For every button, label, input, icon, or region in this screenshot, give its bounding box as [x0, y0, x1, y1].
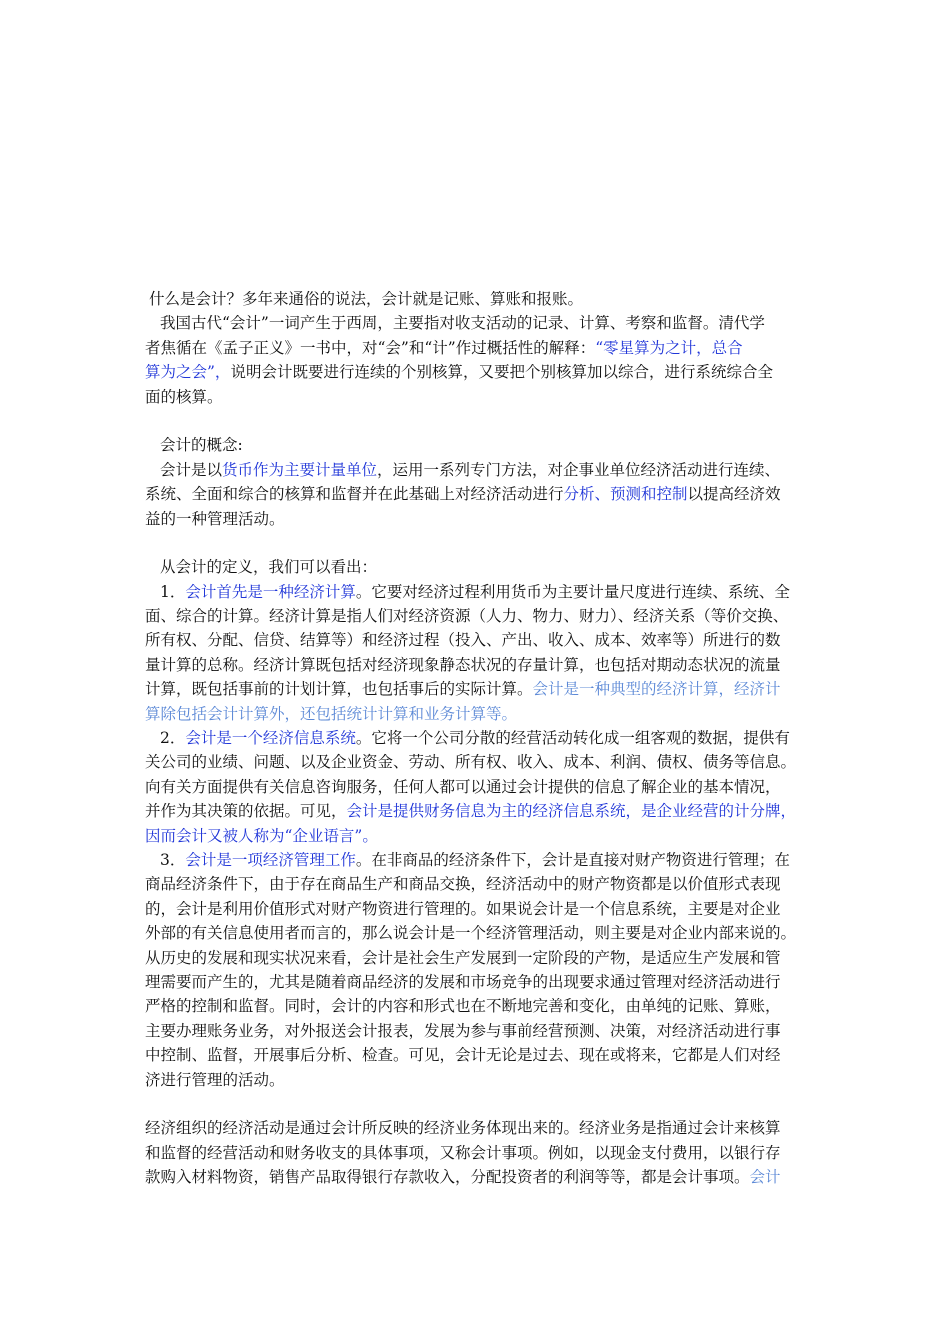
- intro-section: [145, 287, 815, 1189]
- definition-point-3: 3．会计是一项经济管理工作。在非商品的经济条件下，会计是直接对财产物资进行管理；在: [160, 850, 790, 869]
- definition-line: 所有权、分配、信贷、结算等）和经济过程（投入、产出、收入、成本、效率等）所进行的数: [145, 631, 781, 650]
- definition-line: 的，会计是利用价值形式对财产物资进行管理的。如果说会计是一个信息系统，主要是对企业: [145, 899, 781, 918]
- definition-line: 向有关方面提供有关信息咨询服务，任何人都可以通过会计提供的信息了解企业的基本情况，: [145, 777, 781, 796]
- definition-line: 从历史的发展和现实状况来看，会计是社会生产发展到一定阶段的产物，是适应生产发展和管: [145, 948, 781, 967]
- concept-line: 系统、全面和综合的核算和监督并在此基础上对经济活动进行分析、预测和控制以提高经济效: [145, 485, 781, 504]
- point-title: 会计是一个经济信息系统: [185, 729, 356, 748]
- definition-highlight: 会计是提供财务信息为主的经济信息系统，是企业经营的计分牌，: [346, 802, 797, 821]
- definition-line: 计算，既包括事前的计划计算，也包括事后的实际计算。会计是一种典型的经济计算，经济计: [145, 680, 781, 699]
- definition-highlight: 算除包括会计计算外，还包括统计计算和业务计算等。: [145, 704, 518, 723]
- intro-paragraph-line: 我国古代“会计”一词产生于西周，主要指对收支活动的记录、计算、考察和监督。清代学: [160, 314, 765, 333]
- definition-highlight: 会计是一种典型的经济计算，经济计: [532, 680, 781, 699]
- concept-highlight: 货币作为主要计量单位: [222, 460, 378, 479]
- definition-line: 面、综合的计算。经济计算是指人们对经济资源（人力、物力、财力）、经济关系（等价交换、: [145, 607, 789, 626]
- definition-intro: 从会计的定义，我们可以看出：: [160, 558, 378, 577]
- business-highlight: 会计: [749, 1168, 781, 1187]
- definition-line: 商品经济条件下，由于存在商品生产和商品交换，经济活动中的财产物资都是以价值形式表现: [145, 875, 781, 894]
- intro-question: 什么是会计？多年来通俗的说法，会计就是记账、算账和报账。: [149, 290, 584, 308]
- definition-line: 严格的控制和监督。同时，会计的内容和形式也在不断地完善和变化，由单纯的记账、算账，: [145, 997, 781, 1016]
- definition-line: 外部的有关信息使用者而言的，那么说会计是一个经济管理活动，则主要是对企业内部来说的。: [145, 924, 797, 943]
- intro-paragraph-line: 者焦循在《孟子正义》一书中，对“会”和“计”作过概括性的解释：“零星算为之计，总合: [145, 338, 743, 357]
- definition-point-1: 1．会计首先是一种经济计算。它要对经济过程利用货币为主要计量尺度进行连续、系统、全: [160, 582, 790, 601]
- point-title: 会计是一项经济管理工作: [185, 850, 356, 869]
- definition-line: 中控制、监督，开展事后分析、检查。可见，会计无论是过去、现在或将来，它都是人们对经: [145, 1046, 781, 1065]
- concept-heading: 会计的概念:: [160, 436, 243, 455]
- quote-highlight: 算为之会”，: [145, 363, 231, 382]
- business-line: 和监督的经营活动和财务收支的具体事项，又称会计事项。例如，以现金支付费用，以银行存: [145, 1143, 781, 1162]
- concept-line: 益的一种管理活动。: [145, 509, 285, 528]
- concept-line: 会计是以货币作为主要计量单位，运用一系列专门方法，对企事业单位经济活动进行连续、: [160, 460, 781, 479]
- business-line: 经济组织的经济活动是通过会计所反映的经济业务体现出来的。经济业务是指通过会计来核算: [145, 1119, 781, 1138]
- definition-point-2: 2．会计是一个经济信息系统。它将一个公司分散的经营活动转化成一组客观的数据，提供有: [160, 729, 790, 748]
- intro-paragraph-line: 算为之会”，说明会计既要进行连续的个别核算，又要把个别核算加以综合，进行系统综合全: [145, 363, 773, 382]
- concept-highlight: 分析、预测和控制: [563, 485, 688, 504]
- business-line: 款购入材料物资，销售产品取得银行存款收入，分配投资者的利润等等，都是会计事项。会计: [145, 1168, 781, 1187]
- definition-line: 理需要而产生的，尤其是随着商品经济的发展和市场竞争的出现要求通过管理对经济活动进行: [145, 972, 781, 991]
- point-title: 会计首先是一种经济计算: [185, 582, 356, 601]
- quote-highlight: “零星算为之计，总合: [595, 338, 743, 357]
- definition-line: 量计算的总称。经济计算既包括对经济现象静态状况的存量计算，也包括对期动态状况的流量: [145, 655, 781, 674]
- intro-paragraph-line: 面的核算。: [145, 387, 223, 406]
- definition-highlight: 因而会计又被人称为“企业语言”。: [145, 826, 378, 845]
- definition-line: 主要办理账务业务，对外报送会计报表，发展为参与事前经营预测、决策，对经济活动进行事: [145, 1021, 781, 1040]
- definition-line: 关公司的业绩、问题、以及企业资金、劳动、所有权、收入、成本、利润、债权、债务等信息。: [145, 753, 797, 772]
- definition-line: 并作为其决策的依据。可见，会计是提供财务信息为主的经济信息系统，是企业经营的计分牌，: [145, 802, 797, 821]
- definition-line: 济进行管理的活动。: [145, 1070, 285, 1089]
